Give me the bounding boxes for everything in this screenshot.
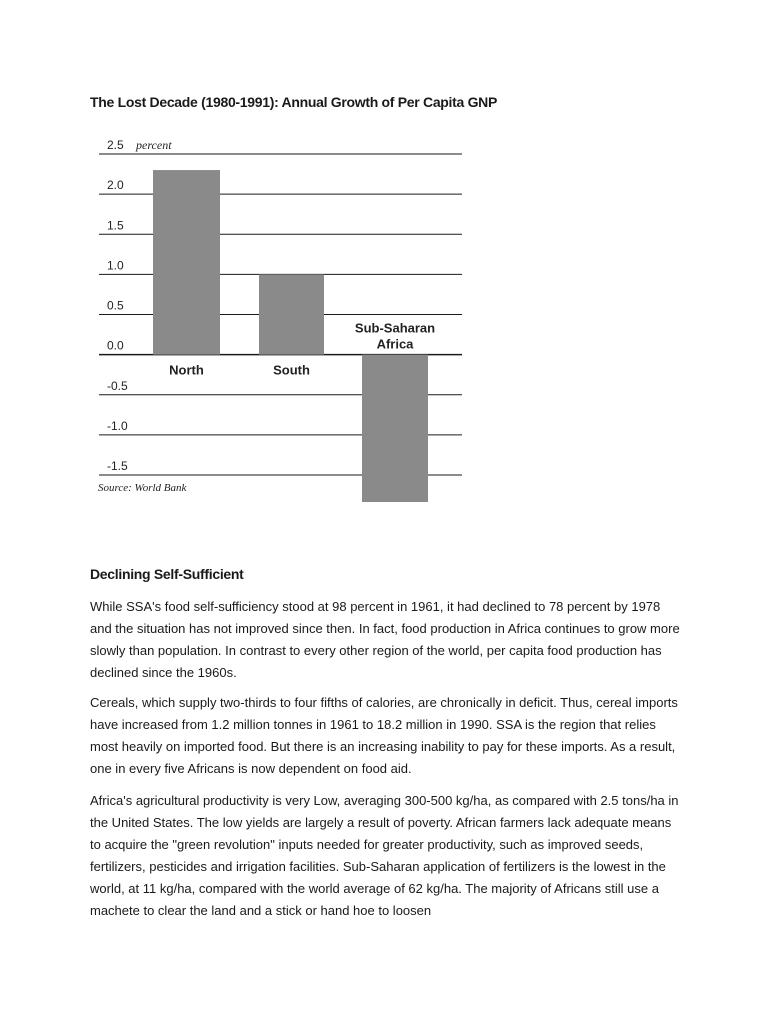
bar-sub-saharan-africa <box>362 355 428 502</box>
chart-svg <box>92 132 472 502</box>
y-tick-label: 2.5 <box>107 138 124 152</box>
y-tick-label: 1.5 <box>107 218 124 233</box>
y-tick-labels <box>107 138 128 473</box>
paragraph-agricultural-productivity: Africa's agricultural productivity is very Low, averaging 300-500 kg/ha, as compared with 2.5 tons/ha in the United States. The low yields are largely a result of poverty. African farmers lack adequate means to acquire the "green revolution" inputs needed for greater productivity, such as improved seeds, fertilizers, pesticides and irrigation facilities. Sub-Saharan application of fertilizers is the lowest in the world, at 11 kg/ha, compared with the world average of 62 kg/ha. The majority of Africans still use a machete to clear the land and a stick or hand hoe to loosen <box>90 793 679 918</box>
y-tick-label: 2.0 <box>107 178 124 193</box>
paragraph-food-self-sufficiency: While SSA's food self-sufficiency stood at 98 percent in 1961, it had declined to 78 percent by 1978 and the situation has not improved since then. In fact, food production in Africa continues to grow more slowly than population. In contrast to every other region of the world, per capita food production has declined since the 1960s. <box>90 599 680 680</box>
paragraph-cereal-imports: Cereals, which supply two-thirds to four fifths of calories, are chronically in deficit. Thus, cereal imports have increased from 1.2 million tonnes in 1961 to 18.2 million in 1990. SSA is the region that relies most heavily on imported food. But there is an increasing inability to pay for these imports. As a result, one in every five Africans is now dependent on food aid. <box>90 695 678 776</box>
y-tick-label: -1.0 <box>107 418 128 433</box>
chart-title: The Lost Decade (1980-1991): Annual Growth of Per Capita GNP <box>90 94 498 110</box>
bar-south <box>259 274 324 354</box>
section-heading: Declining Self-Sufficient <box>90 566 244 582</box>
chart-source-note: Source: World Bank <box>98 482 187 494</box>
category-label: South <box>273 362 310 378</box>
y-tick-label: 0.5 <box>107 298 124 313</box>
y-axis-unit-label: percent <box>136 138 172 152</box>
y-tick-label: 0.0 <box>107 338 124 353</box>
category-label: North <box>169 362 204 378</box>
y-tick-label: -0.5 <box>107 378 128 393</box>
bar-north <box>153 170 220 355</box>
category-label: Sub-Saharan Africa <box>354 320 436 352</box>
y-tick-label: -1.5 <box>107 459 128 473</box>
bar-chart <box>92 132 472 502</box>
y-tick-label: 1.0 <box>107 258 124 273</box>
